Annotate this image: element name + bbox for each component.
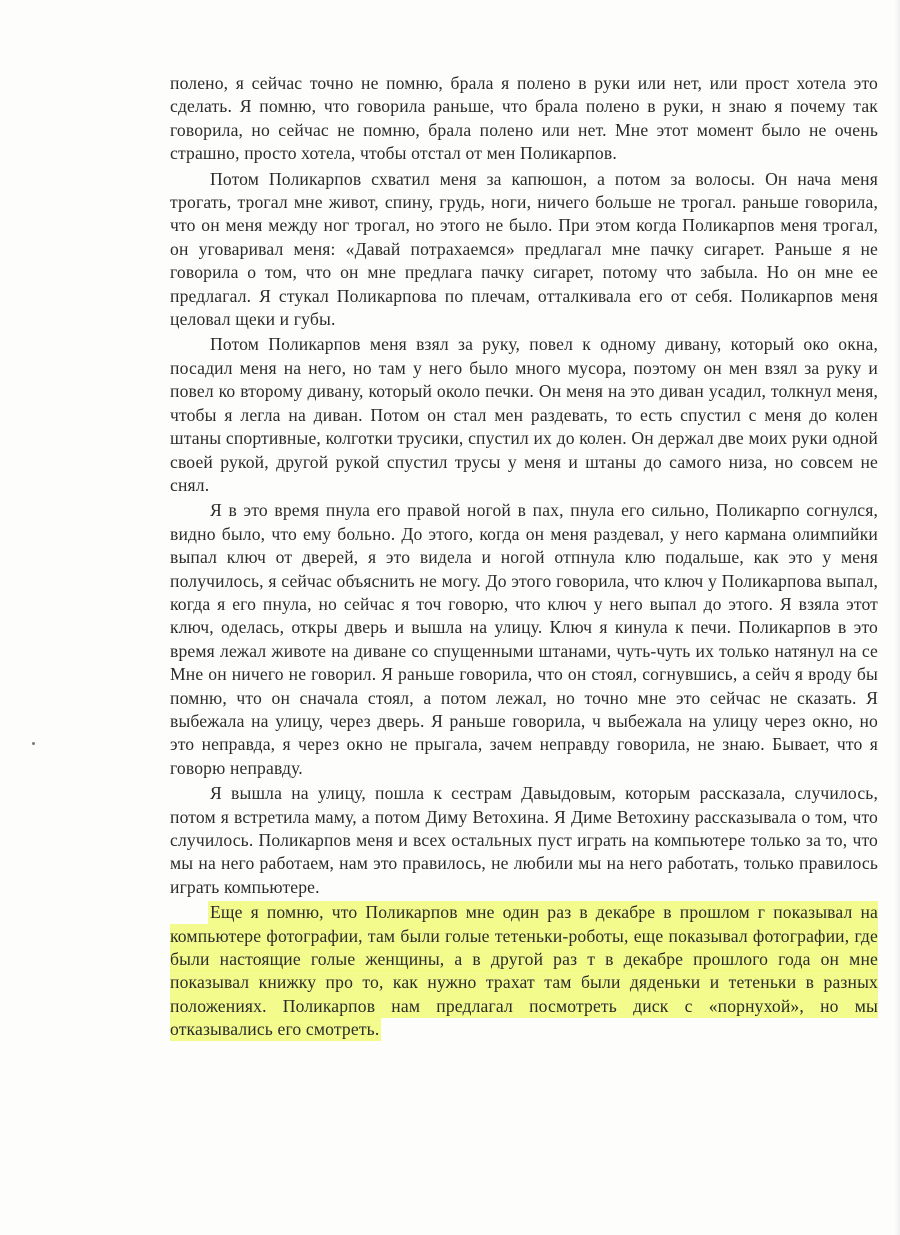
paragraph-4 xyxy=(170,499,878,780)
highlighted-paragraph-text: Еще я помню, что Поликарпов мне один раз в декабре в прошлом г показывал на компьютере фотографии, там были голые тетеньки-роботы, еще показывал фотографии, где были настоящие голые женщины, а в другой раз т в декабре прошлого года он мне показывал книжку про то, как нужно трахат там были дяденьки и тетеньки в разных положениях. Поликарпов нам предлагал посмотреть диск с «порнухой», но мы отказывались его смотреть. xyxy=(170,902,878,1040)
paragraph-text: полено, я сейчас точно не помню, брала я полено в руки или нет, или прост хотела это сделать. Я помню, что говорила раньше, что брала полено в руки, н знаю я почему так говорила, но сейчас не помню, брала полено или нет. Мне этот момент было не очень страшно, просто хотела, чтобы отстал от мен Поликарпов. xyxy=(170,73,878,164)
paragraph-text: Потом Поликарпов схватил меня за капюшон, а потом за волосы. Он нача меня трогать, трогал мне живот, спину, грудь, ноги, ничего больше не трогал. раньше говорила, что он меня между ног трогал, но этого не было. При этом когда Поликарпов меня трогал, он уговаривал меня: «Давай потрахаемся» предлагал мне пачку сигарет. Раньше я не говорила о том, что он мне предлага пачку сигарет, потому что забыла. Но он мне ее предлагал. Я стукал Поликарпова по плечам, отталкивала его от себя. Поликарпов меня целовал щеки и губы. xyxy=(170,168,878,330)
scan-speck xyxy=(32,742,35,745)
paragraph-1 xyxy=(170,72,878,166)
paragraph-5 xyxy=(170,782,878,899)
document-body xyxy=(170,72,878,1044)
paragraph-text: Я вышла на улицу, пошла к сестрам Давыдовым, которым рассказала, случилось, потом я встретила маму, а потом Диму Ветохина. Я Диме Ветохину рассказывала о том, что случилось. Поликарпов меня и всех остальных пуст играть на компьютере только за то, что мы на него работаем, нам это правилось, не любили мы на него работать, только правилось играть компьютере. xyxy=(170,783,878,897)
paragraph-3 xyxy=(170,333,878,497)
paragraph-text: Я в это время пнула его правой ногой в пах, пнула его сильно, Поликарпо согнулся, видно было, что ему больно. До этого, когда он меня раздевал, у него кармана олимпийки выпал ключ от дверей, я это видела и ногой отпнула клю подальше, как это у меня получилось, я сейчас объяснить не могу. До этого говорила, что ключ у Поликарпова выпал, когда я его пнула, но сейчас я точ говорю, что ключ у него выпал до этого. Я взяла этот ключ, оделась, откры дверь и вышла на улицу. Ключ я кинула к печи. Поликарпов в это время лежал животе на диване со спущенными штанами, чуть-чуть их только натянул на се Мне он ничего не говорил. Я раньше говорила, что он стоял, согнувшись, а сейч я вроду бы помню, что он сначала стоял, а потом лежал, но точно мне это сейчас не сказать. Я выбежала на улицу, через дверь. Я раньше говорила, ч выбежала на улицу через окно, но это неправда, я через окно не прыгала, зачем неправду говорила, не знаю. Бывает, что я говорю неправду. xyxy=(170,500,878,778)
paragraph-2 xyxy=(170,168,878,332)
scan-edge-shadow xyxy=(894,0,900,1235)
paragraph-6-highlighted xyxy=(170,901,878,1041)
paragraph-text: Потом Поликарпов меня взял за руку, повел к одному дивану, который око окна, посадил меня на него, но там у него было много мусора, поэтому он мен взял за руку и повел ко второму дивану, который около печки. Он меня на это диван усадил, толкнул меня, чтобы я легла на диван. Потом он стал мен раздевать, то есть спустил с меня до колен штаны спортивные, колготки трусики, спустил их до колен. Он держал две моих руки одной своей рукой, другой рукой спустил трусы у меня и штаны до самого низа, но совсем не снял. xyxy=(170,334,878,495)
